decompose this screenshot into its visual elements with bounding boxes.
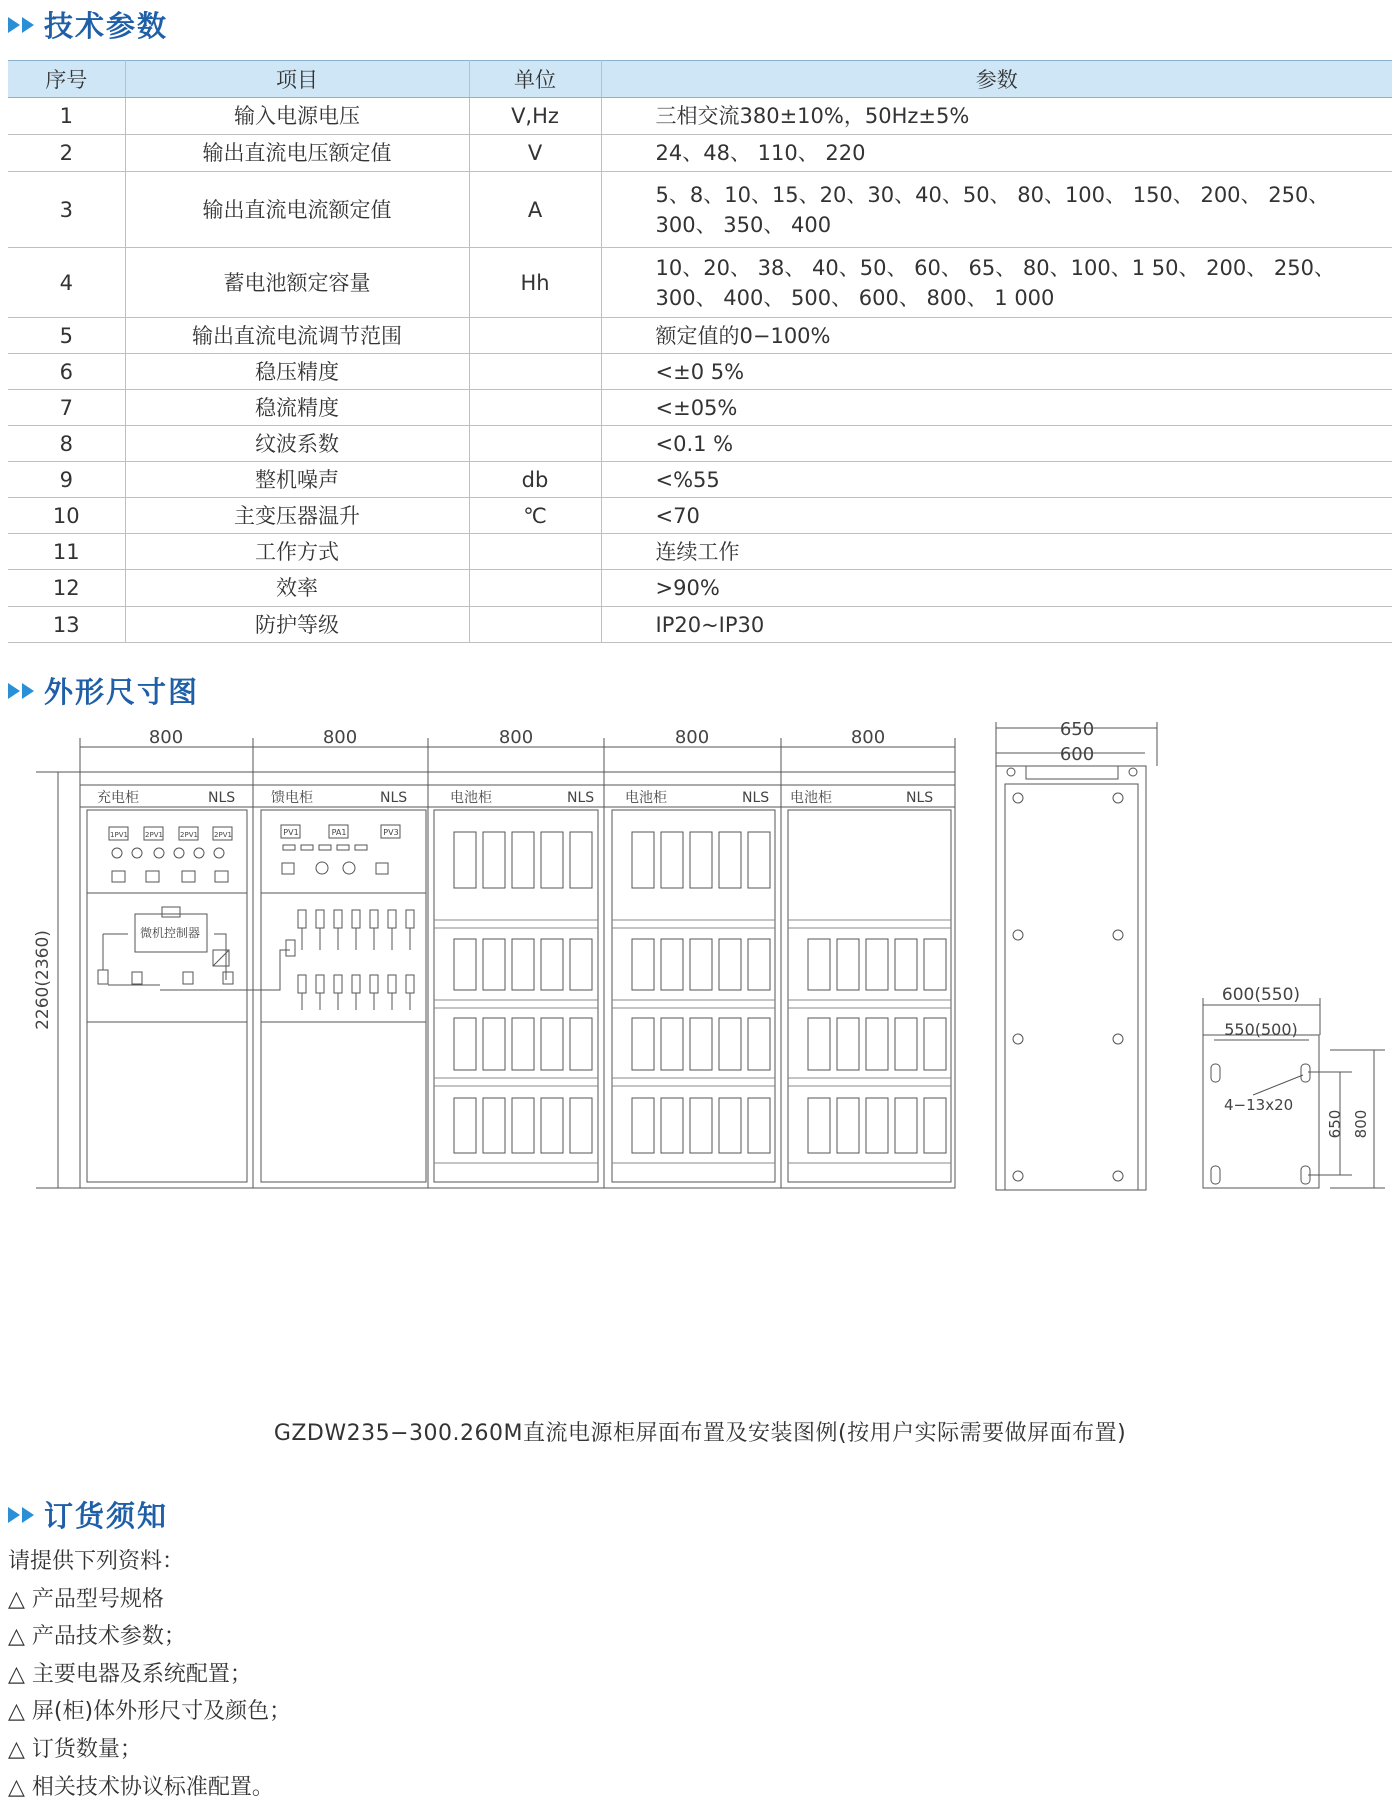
battery-cell (483, 1018, 505, 1070)
table-row (8, 390, 1392, 426)
battery-cell (541, 832, 563, 888)
mounting-hole (1013, 930, 1023, 940)
feeder-switch (406, 910, 414, 928)
feeder-switch (352, 975, 360, 993)
cell-item: 输出直流电流额定值 (125, 172, 469, 248)
dimension-drawing (0, 710, 1400, 1400)
battery-cell (454, 1018, 476, 1070)
cell-param: 三相交流380±10%，50Hz±5% (601, 98, 1392, 135)
cell-unit: V (469, 135, 601, 172)
order-item: △ 屏(柜)体外形尺寸及颜色； (8, 1699, 292, 1725)
battery-cell (895, 939, 917, 990)
cell-unit: ℃ (469, 498, 601, 534)
section-title: 技术参数 (44, 9, 169, 43)
battery-cell (690, 832, 712, 888)
cell-unit: V,Hz (469, 98, 601, 135)
table-row (8, 354, 1392, 390)
cell-param: 24、48、 110、 220 (601, 135, 1392, 172)
table-row (8, 172, 1392, 248)
battery-cell (748, 832, 770, 888)
battery-cell (512, 939, 534, 990)
battery-cell (541, 939, 563, 990)
cell-no: 8 (8, 426, 125, 462)
cell-unit: A (469, 172, 601, 248)
battery-cell (632, 939, 654, 990)
cell-param: <±0 5% (601, 354, 1392, 390)
cell-no: 11 (8, 534, 125, 570)
cell-no: 13 (8, 607, 125, 643)
order-item: △ 产品型号规格 (8, 1586, 164, 1612)
feeder-switch (370, 910, 378, 928)
battery-cell (895, 1098, 917, 1153)
battery-cell (483, 832, 505, 888)
battery-cell (632, 832, 654, 888)
cell-item: 工作方式 (125, 534, 469, 570)
order-notes (8, 1543, 291, 1806)
battery-cell (661, 832, 683, 888)
battery-cell (570, 1018, 592, 1070)
order-item: △ 相关技术协议标准配置。 (8, 1774, 274, 1800)
battery-cell (808, 939, 830, 990)
order-intro: 请提供下列资料： (8, 1549, 185, 1574)
battery-cell (690, 939, 712, 990)
cell-param: <%55 (601, 462, 1392, 498)
cabinet-name-label: 电池柜 (790, 790, 832, 806)
feeder-switch (334, 975, 342, 993)
feeder-switch (334, 910, 342, 928)
cell-item: 整机噪声 (125, 462, 469, 498)
battery-cell (924, 1098, 946, 1153)
side-width-label: 650 (1059, 719, 1095, 740)
battery-cell (661, 939, 683, 990)
cell-no: 1 (8, 98, 125, 135)
battery-cell (808, 1098, 830, 1153)
battery-cell (837, 1098, 859, 1153)
battery-cell (570, 939, 592, 990)
cell-unit: db (469, 462, 601, 498)
table-row (8, 498, 1392, 534)
cell-no: 12 (8, 570, 125, 607)
cabinet-tag-label: NLS (906, 790, 934, 806)
mounting-hole (1013, 793, 1023, 803)
cell-item: 蓄电池额定容量 (125, 248, 469, 318)
width-dimension-label: 800 (498, 727, 534, 748)
cell-no: 4 (8, 248, 125, 318)
table-row (8, 607, 1392, 643)
feeder-switch (370, 975, 378, 993)
base-holes-label: 4−13x20 (1224, 1096, 1294, 1114)
battery-cell (690, 1098, 712, 1153)
col-header-item: 项目 (125, 61, 469, 98)
cell-unit (469, 570, 601, 607)
table-row (8, 135, 1392, 172)
mounting-hole (1013, 1171, 1023, 1181)
meter-label: 1PV1 (110, 831, 128, 839)
cell-param: >90% (601, 570, 1392, 607)
battery-cell (632, 1098, 654, 1153)
cell-param: 5、8、10、15、20、30、40、50、 80、100、 150、 200、 250、300、 350、 400 (601, 172, 1392, 248)
battery-cell (570, 1098, 592, 1153)
cell-no: 3 (8, 172, 125, 248)
battery-cell (512, 1018, 534, 1070)
battery-cell (748, 939, 770, 990)
meter-label: 2PV1 (145, 831, 163, 839)
cabinet-tag-label: NLS (380, 790, 408, 806)
feeder-switch (298, 975, 306, 993)
cell-item: 效率 (125, 570, 469, 607)
feeder-switch (406, 975, 414, 993)
cell-no: 2 (8, 135, 125, 172)
double-arrow-icon (8, 683, 34, 699)
section-header-dims (8, 670, 199, 711)
battery-cell (808, 1018, 830, 1070)
battery-cell (570, 832, 592, 888)
col-header-unit: 单位 (469, 61, 601, 98)
feeder-switch (298, 910, 306, 928)
controller-label: 微机控制器 (140, 926, 201, 940)
width-dimension-label: 800 (322, 727, 358, 748)
battery-cell (866, 939, 888, 990)
cell-unit (469, 534, 601, 570)
double-arrow-icon (8, 1507, 34, 1523)
cell-no: 10 (8, 498, 125, 534)
cell-unit (469, 354, 601, 390)
cell-param: <70 (601, 498, 1392, 534)
meter-label: PV1 (283, 828, 299, 837)
feeder-switch (316, 910, 324, 928)
width-dimension-label: 800 (148, 727, 184, 748)
section-header-order (8, 1494, 168, 1535)
mounting-hole (1113, 1171, 1123, 1181)
mounting-hole (1113, 1034, 1123, 1044)
cell-unit (469, 318, 601, 354)
cell-no: 7 (8, 390, 125, 426)
section-header-tech (8, 4, 168, 45)
cell-param: 连续工作 (601, 534, 1392, 570)
battery-cell (719, 1098, 741, 1153)
section-title: 外形尺寸图 (44, 675, 200, 709)
width-dimension-label: 800 (850, 727, 886, 748)
col-header-no: 序号 (8, 61, 125, 98)
battery-cell (719, 939, 741, 990)
cabinet-name-label: 馈电柜 (271, 790, 313, 806)
battery-cell (454, 832, 476, 888)
table-row (8, 534, 1392, 570)
cabinet-tag-label: NLS (567, 790, 595, 806)
base-depth-label: 650 (1326, 1109, 1344, 1139)
battery-cell (719, 1018, 741, 1070)
table-row (8, 248, 1392, 318)
cell-unit: Hh (469, 248, 601, 318)
base-width-label: 600(550) (1221, 985, 1301, 1005)
height-dimension-label: 2260(2360) (33, 930, 53, 1030)
table-header-row (8, 61, 1392, 98)
battery-cell (454, 939, 476, 990)
cabinet-name-label: 电池柜 (450, 790, 492, 806)
cell-item: 稳流精度 (125, 390, 469, 426)
cell-param: 10、20、 38、 40、50、 60、 65、 80、100、1 50、 200、 250、300、 400、 500、 600、 800、 1 000 (601, 248, 1392, 318)
cell-param: <0.1 % (601, 426, 1392, 462)
mounting-hole (1013, 1034, 1023, 1044)
battery-cell (541, 1098, 563, 1153)
drawing-caption: GZDW235−300.260M直流电源柜屏面布置及安装图例(按用户实际需要做屏面布置) (273, 1421, 1127, 1446)
table-row (8, 318, 1392, 354)
base-depth-label: 800 (1352, 1109, 1370, 1139)
mounting-hole (1113, 930, 1123, 940)
cell-item: 稳压精度 (125, 354, 469, 390)
meter-label: 2PV1 (214, 831, 232, 839)
mounting-hole (1113, 793, 1123, 803)
section-title: 订货须知 (44, 1499, 169, 1533)
cell-item: 防护等级 (125, 607, 469, 643)
battery-cell (661, 1018, 683, 1070)
cell-unit (469, 426, 601, 462)
cell-unit (469, 390, 601, 426)
battery-cell (661, 1098, 683, 1153)
battery-cell (632, 1018, 654, 1070)
battery-cell (541, 1018, 563, 1070)
feeder-switch (316, 975, 324, 993)
battery-cell (866, 1098, 888, 1153)
side-width-label: 600 (1059, 744, 1095, 765)
cell-param: <±05% (601, 390, 1392, 426)
battery-cell (454, 1098, 476, 1153)
feeder-switch (352, 910, 360, 928)
feeder-switch (388, 975, 396, 993)
width-dimension-label: 800 (674, 727, 710, 748)
cell-no: 9 (8, 462, 125, 498)
cell-no: 6 (8, 354, 125, 390)
battery-cell (719, 832, 741, 888)
table-row (8, 426, 1392, 462)
double-arrow-icon (8, 17, 34, 33)
table-row (8, 462, 1392, 498)
cabinet-name-label: 充电柜 (97, 790, 139, 806)
cell-item: 输出直流电流调节范围 (125, 318, 469, 354)
cell-no: 5 (8, 318, 125, 354)
col-header-param: 参数 (601, 61, 1392, 98)
battery-cell (690, 1018, 712, 1070)
battery-cell (895, 1018, 917, 1070)
order-item: △ 订货数量； (8, 1736, 142, 1762)
meter-label: PA1 (331, 828, 347, 837)
battery-cell (924, 939, 946, 990)
order-item: △ 主要电器及系统配置； (8, 1661, 252, 1687)
cell-param: 额定值的0−100% (601, 318, 1392, 354)
cell-item: 纹波系数 (125, 426, 469, 462)
battery-cell (924, 1018, 946, 1070)
order-item: △ 产品技术参数； (8, 1624, 186, 1650)
cell-unit (469, 607, 601, 643)
battery-cell (837, 1018, 859, 1070)
battery-cell (483, 939, 505, 990)
spec-table (8, 60, 1392, 643)
cabinet-tag-label: NLS (742, 790, 770, 806)
battery-cell (866, 1018, 888, 1070)
cell-item: 输入电源电压 (125, 98, 469, 135)
cell-item: 主变压器温升 (125, 498, 469, 534)
battery-cell (512, 832, 534, 888)
battery-cell (748, 1018, 770, 1070)
battery-cell (748, 1098, 770, 1153)
feeder-switch (388, 910, 396, 928)
battery-cell (512, 1098, 534, 1153)
meter-label: 2PV1 (180, 831, 198, 839)
table-row (8, 570, 1392, 607)
cabinet-tag-label: NLS (208, 790, 236, 806)
battery-cell (837, 939, 859, 990)
table-row (8, 98, 1392, 135)
battery-cell (483, 1098, 505, 1153)
cell-param: IP20~IP30 (601, 607, 1392, 643)
base-width-label: 550(500) (1224, 1020, 1298, 1039)
cabinet-name-label: 电池柜 (625, 790, 667, 806)
cell-item: 输出直流电压额定值 (125, 135, 469, 172)
meter-label: PV3 (383, 828, 399, 837)
